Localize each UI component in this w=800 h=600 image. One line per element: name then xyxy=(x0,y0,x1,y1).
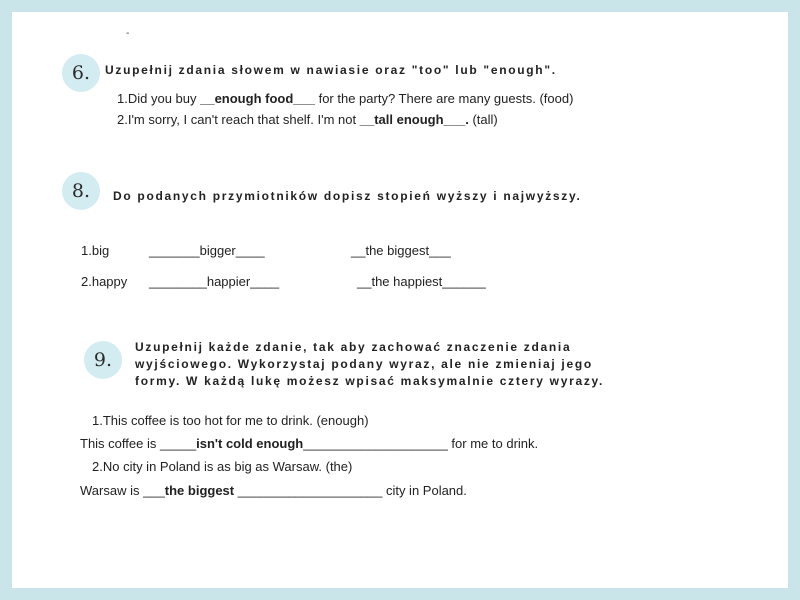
adjective-comparative: ________happier____ xyxy=(149,274,280,289)
stray-mark: - xyxy=(126,28,130,39)
item-text: ____________________ city in Poland. xyxy=(234,483,467,498)
adjective-base: 2.happy xyxy=(81,274,128,289)
answer-text: isn't cold enough xyxy=(196,436,304,451)
exercise-9-prompt-2: 2.No city in Poland is as big as Warsaw. (the) xyxy=(92,459,353,474)
exercise-8-number-badge: 8. xyxy=(62,172,100,210)
adjective-comparative: _______bigger____ xyxy=(149,243,265,258)
instruction-line: formy. W każdą lukę możesz wpisać maksymalnie cztery wyrazy. xyxy=(135,374,605,388)
exercise-8-instruction: Do podanych przymiotników dopisz stopień wyższy i najwyższy. xyxy=(113,189,582,203)
exercise-9-number-badge: 9. xyxy=(84,341,122,379)
answer-text: the biggest xyxy=(164,483,235,498)
answer-text: __enough food___ xyxy=(200,91,315,106)
exercise-6-instruction: Uzupełnij zdania słowem w nawiasie oraz "too" lub "enough". xyxy=(105,63,557,77)
item-text: for the party? There are many guests. (food) xyxy=(314,91,574,106)
item-text: Warsaw is ___ xyxy=(80,483,165,498)
exercise-9-prompt-1: 1.This coffee is too hot for me to drink. (enough) xyxy=(92,413,369,428)
exercise-9-instruction xyxy=(135,339,604,390)
item-text: This coffee is _____ xyxy=(80,436,197,451)
item-text: 1.Did you buy xyxy=(117,91,201,106)
adjective-superlative: __the biggest___ xyxy=(351,243,451,258)
worksheet-page xyxy=(12,12,788,588)
instruction-line: wyjściowego. Wykorzystaj podany wyraz, ale nie zmieniaj jego xyxy=(135,357,593,371)
exercise-9-answer-line-2 xyxy=(80,483,467,498)
adjective-superlative: __the happiest______ xyxy=(357,274,486,289)
instruction-line: Uzupełnij każde zdanie, tak aby zachować znaczenie zdania xyxy=(135,340,572,354)
exercise-6-item-1 xyxy=(117,91,573,106)
item-text: ____________________ for me to drink. xyxy=(303,436,539,451)
exercise-6-item-2 xyxy=(117,112,498,127)
item-text: 2.I'm sorry, I can't reach that shelf. I'm not xyxy=(117,112,360,127)
exercise-9-answer-line-1 xyxy=(80,436,538,451)
adjective-base: 1.big xyxy=(81,243,110,258)
item-text: (tall) xyxy=(468,112,498,127)
answer-text: __tall enough___. xyxy=(359,112,469,127)
exercise-6-number-badge: 6. xyxy=(62,54,100,92)
